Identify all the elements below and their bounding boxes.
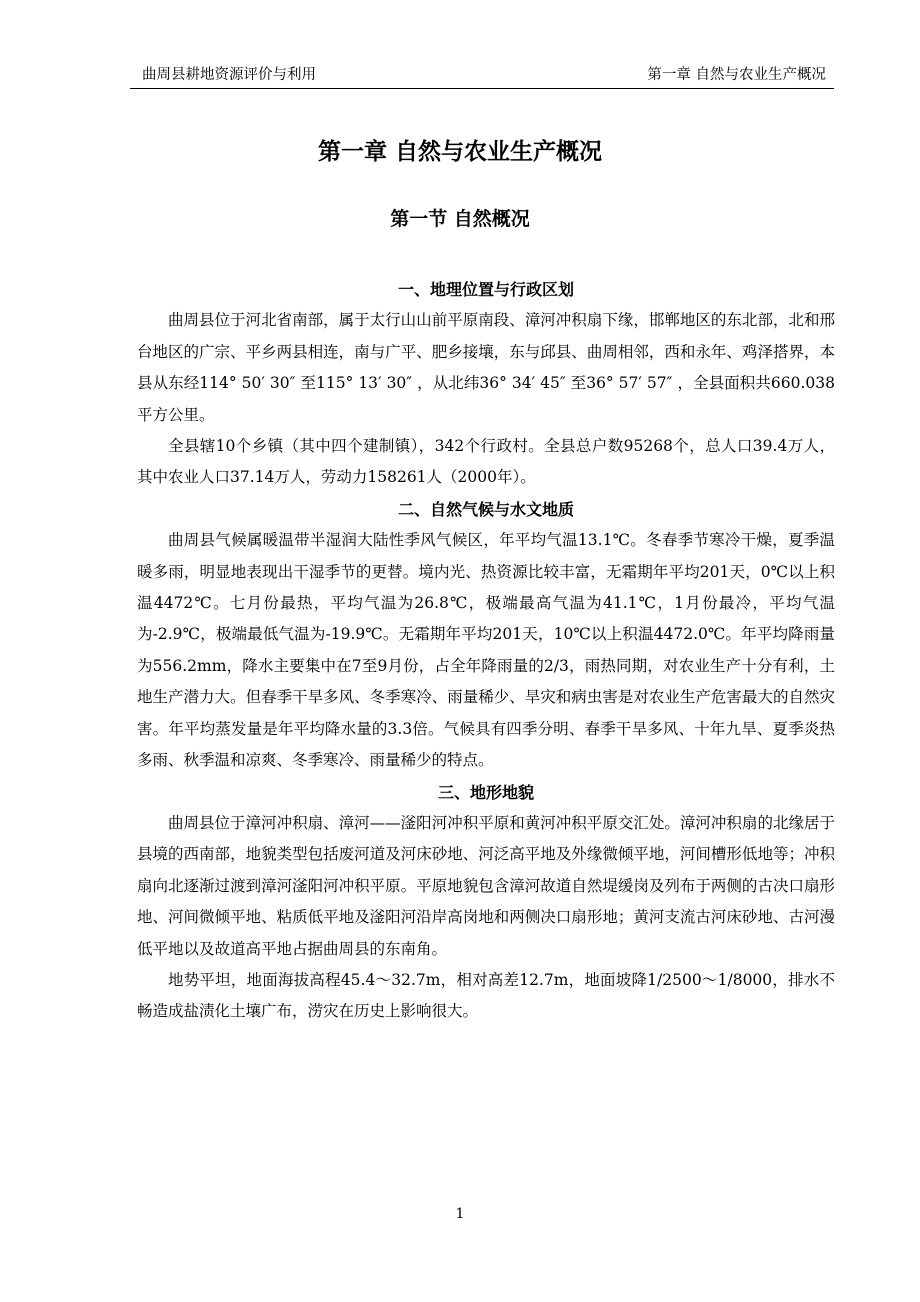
paragraph-administration: 全县辖10个乡镇（其中四个建制镇），342个行政村。全县总户数95268个，总人口39.4万人，其中农业人口37.14万人，劳动力158261人（2000年）。 [137, 437, 835, 487]
document-body [137, 274, 835, 1028]
page-header [130, 64, 834, 89]
header-book-title: 曲周县耕地资源评价与利用 [142, 67, 316, 83]
header-chapter-title: 第一章 自然与农业生产概况 [647, 67, 826, 83]
paragraph-terrain: 曲周县位于漳河冲积扇、漳河——滏阳河冲积平原和黄河冲积平原交汇处。漳河冲积扇的北缘居于县境的西南部，地貌类型包括废河道及河床砂地、河泛高平地及外缘微倾平地，河间槽形低地等；冲积扇向北逐渐过渡到漳河滏阳河冲积平原。平原地貌包含漳河故道自然堤缓岗及列布于两侧的古决口扇形地、河间微倾平地、粘质低平地及滏阳河沿岸高岗地和两侧决口扇形地；黄河支流古河床砂地、古河漫低平地以及故道高平地占据曲周县的东南角。 [137, 813, 835, 958]
subsection-heading-climate: 二、自然气候与水文地质 [397, 499, 574, 519]
paragraph-elevation: 地势平坦，地面海拔高程45.4～32.7m，相对高差12.7m，地面坡降1/2500～1/8000，排水不畅造成盐渍化土壤广布，涝灾在历史上影响很大。 [137, 970, 835, 1021]
subsection-heading-terrain: 三、地形地貌 [437, 782, 534, 802]
subsection-heading-location: 一、地理位置与行政区划 [397, 280, 574, 299]
paragraph-location: 曲周县位于河北省南部，属于太行山山前平原南段、漳河冲积扇下缘，邯郸地区的东北部，北和邢台地区的广宗、平乡两县相连，南与广平、肥乡接壤，东与邱县、曲周相邻，西和永年、鸡泽搭界，本县从东经114° 50′ 30″ 至115° 13′ 30″ ，从北纬36° 34′ 45″ 至36° 57′ 57″ ，全县面积共660.038平方公里。 [137, 311, 835, 424]
paragraph-climate: 曲周县气候属暖温带半湿润大陆性季风气候区，年平均气温13.1℃。冬春季节寒冷干燥，夏季温暖多雨，明显地表现出干湿季节的更替。境内光、热资源比较丰富，无霜期年平均201天，0℃以上积温4472℃。七月份最热，平均气温为26.8℃，极端最高气温为41.1℃，1月份最冷，平均气温为-2.9℃，极端最低气温为-19.9℃。无霜期年平均201天，10℃以上积温4472.0℃。年平均降雨量为556.2mm，降水主要集中在7至9月份，占全年降雨量的2/3，雨热同期，对农业生产十分有利，土地生产潜力大。但春季干旱多风、冬季寒冷、雨量稀少、旱灾和病虫害是对农业生产危害最大的自然灾害。年平均蒸发量是年平均降水量的3.3倍。气候具有四季分明、春季干旱多风、十年九旱、夏季炎热多雨、秋季温和凉爽、冬季寒冷、雨量稀少的特点。 [137, 531, 835, 770]
page-number: 1 [455, 1206, 465, 1222]
section-title: 第一节 自然概况 [390, 208, 530, 230]
chapter-title: 第一章 自然与农业生产概况 [317, 139, 602, 165]
